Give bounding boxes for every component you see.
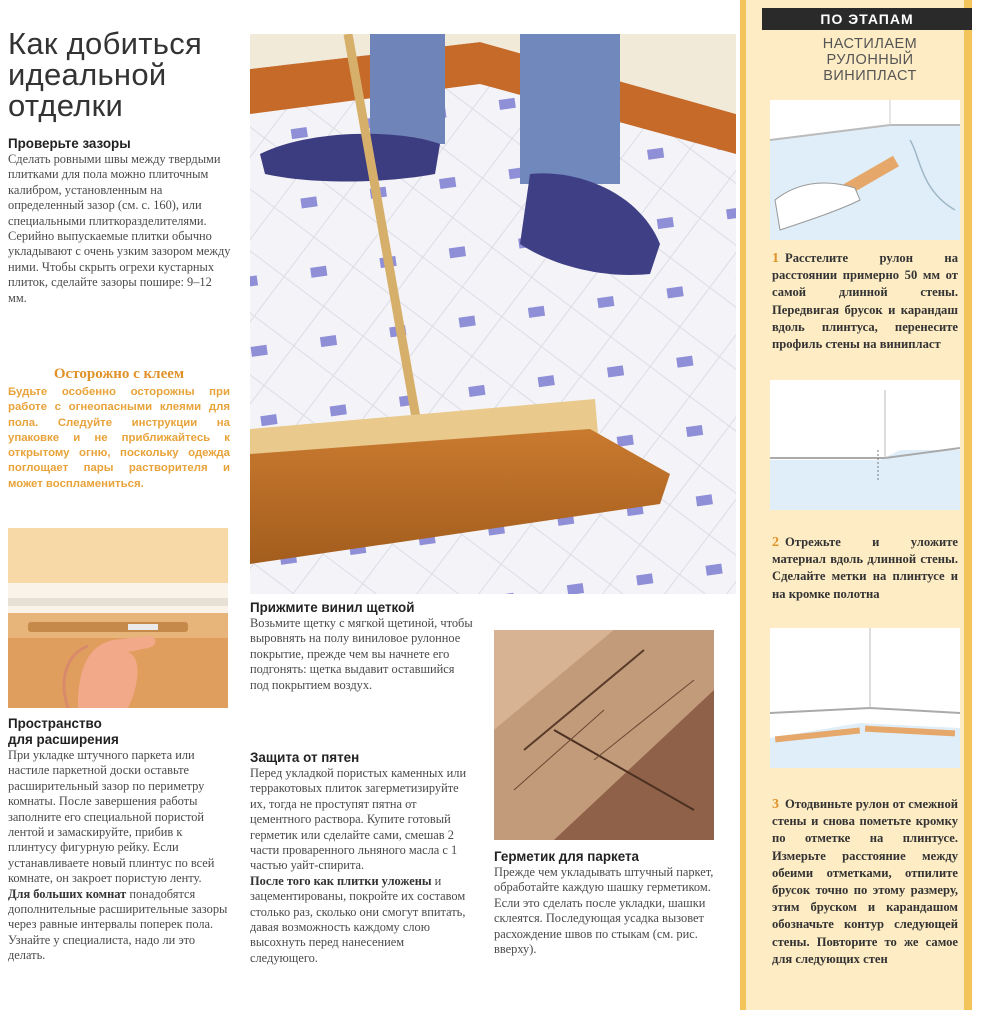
step-1-number: 1 [772, 251, 779, 266]
step-3-number: 3 [772, 797, 779, 812]
section-gaps [8, 136, 233, 306]
step-2-number: 2 [772, 535, 779, 550]
section-sealant-heading: Герметик для паркета [494, 849, 639, 864]
title-line-2: идеальной [8, 57, 167, 92]
section-sealant-text: Прежде чем укладывать штучный паркет, обработайте каждую шашку герметиком. Если это сделать после укладки, шашки склеятся. Последующая усадка вызовет расхождение швов по стыкам (см. рис. вверху). [494, 865, 714, 957]
subtitle-line-3: ВИНИПЛАСТ [823, 68, 917, 84]
section-sealant [494, 849, 719, 957]
expansion-gap-photo [8, 528, 228, 708]
broom-vinyl-photo [250, 34, 736, 594]
section-gaps-text: Сделать ровными швы между твердыми плитками для пола можно плиточным калибром, установленным на определенный зазор (см. с. 160), или специальными плиткоразделителями. Серийно выпускаемые плитки обычно укладывают с очень узким зазором между ними. Чтобы скрыть огрехи кустарных плиток, сделайте зазоры пошире: 9–12 мм. [8, 152, 231, 305]
subtitle-line-2: РУЛОННЫЙ [826, 52, 914, 68]
section-expansion-text-2: понадобятся дополнительные расширительные зазоры через равные интервалы поперек пола. Узнайте у специалиста, надо ли это делать. [8, 886, 228, 963]
section-brush-text: Возьмите щетку с мягкой щетиной, чтобы выровнять на полу виниловое рулонное покрытие, прежде чем вы начнете его подгонять: щетка выдавит оставшийся под покрытием воздух. [250, 616, 473, 692]
warning-box [8, 366, 230, 492]
section-expansion-text: При укладке штучного паркета или настиле паркетной доски оставьте расширительный зазор по периметру комнаты. После завершения работы заполните его специальной пористой лентой и замаскируйте, прибив к плинтусу фигурную рейку. Если устанавливаете новый плинтус по всей комнате, он закроет пористую ленту. [8, 748, 215, 886]
parquet-photo [494, 630, 714, 840]
sidebar-right-rule [964, 0, 972, 1010]
section-gaps-heading: Проверьте зазоры [8, 136, 131, 151]
section-expansion [8, 716, 230, 964]
section-brush [250, 600, 475, 693]
subtitle-line-1: НАСТИЛАЕМ [822, 36, 918, 52]
step-2-text: Отрежьте и уложите материал вдоль длинной стены. Сделайте метки на плинтусе и на кромке полотна [772, 535, 958, 601]
section-stains-bold-lead: После того как плитки уложены [250, 873, 432, 888]
title-line-1: Как добиться [8, 26, 203, 61]
section-brush-heading: Прижмите винил щеткой [250, 600, 415, 615]
step-1 [772, 250, 958, 353]
section-expansion-bold-lead: Для больших комнат [8, 886, 127, 901]
sidebar-subtitle [768, 36, 972, 84]
warning-text: Будьте особенно осторожны при работе с огнеопасными клеями для пола. Следуйте инструкции на упаковке и не приближайтесь к открытому огню, поскольку одежда поглощает пары растворителя и может воспламениться. [8, 386, 230, 490]
title-line-3: отделки [8, 88, 124, 123]
step-3 [772, 796, 958, 968]
step-3-illustration [770, 628, 960, 768]
page-title [8, 28, 238, 121]
section-stains-text-2: и зацементированы, покройте их составом столько раз, сколько они смогут впитать, давая возможность каждому слою высохнуть перед нанесением следующего. [250, 873, 466, 965]
step-3-text: Отодвиньте рулон от смежной стены и снова пометьте кромку по отметке на плинтусе. Измерьте расстояние между обеими отметками, отпилите брусок точно по этому размеру, этим бруском и карандашом обозначьте контур следующей стены. Повторите то же самое для следующих стен [772, 797, 958, 966]
steps-badge: ПО ЭТАПАМ [762, 8, 972, 30]
step-1-illustration [770, 100, 960, 240]
step-2 [772, 534, 958, 603]
warning-heading: Осторожно с клеем [53, 366, 185, 382]
section-expansion-heading-2: для расширения [8, 732, 119, 747]
section-stains-heading: Защита от пятен [250, 750, 360, 765]
section-expansion-heading-1: Пространство [8, 716, 102, 731]
step-2-illustration [770, 380, 960, 510]
section-stains-text: Перед укладкой пористых каменных или терракотовых плиток загерметизируйте их, тогда не проступят пятна от цементного раствора. Купите готовый герметик или сделайте сами, смешав 2 части проваренного льняного масла с 1 частью уайт-спирита. [250, 766, 467, 873]
section-stains [250, 750, 475, 966]
step-1-text: Расстелите рулон на расстоянии примерно 50 мм от самой длинной стены. Передвигая брусок и карандаш вдоль плинтуса, перенесите профиль стены на винипласт [772, 251, 958, 352]
